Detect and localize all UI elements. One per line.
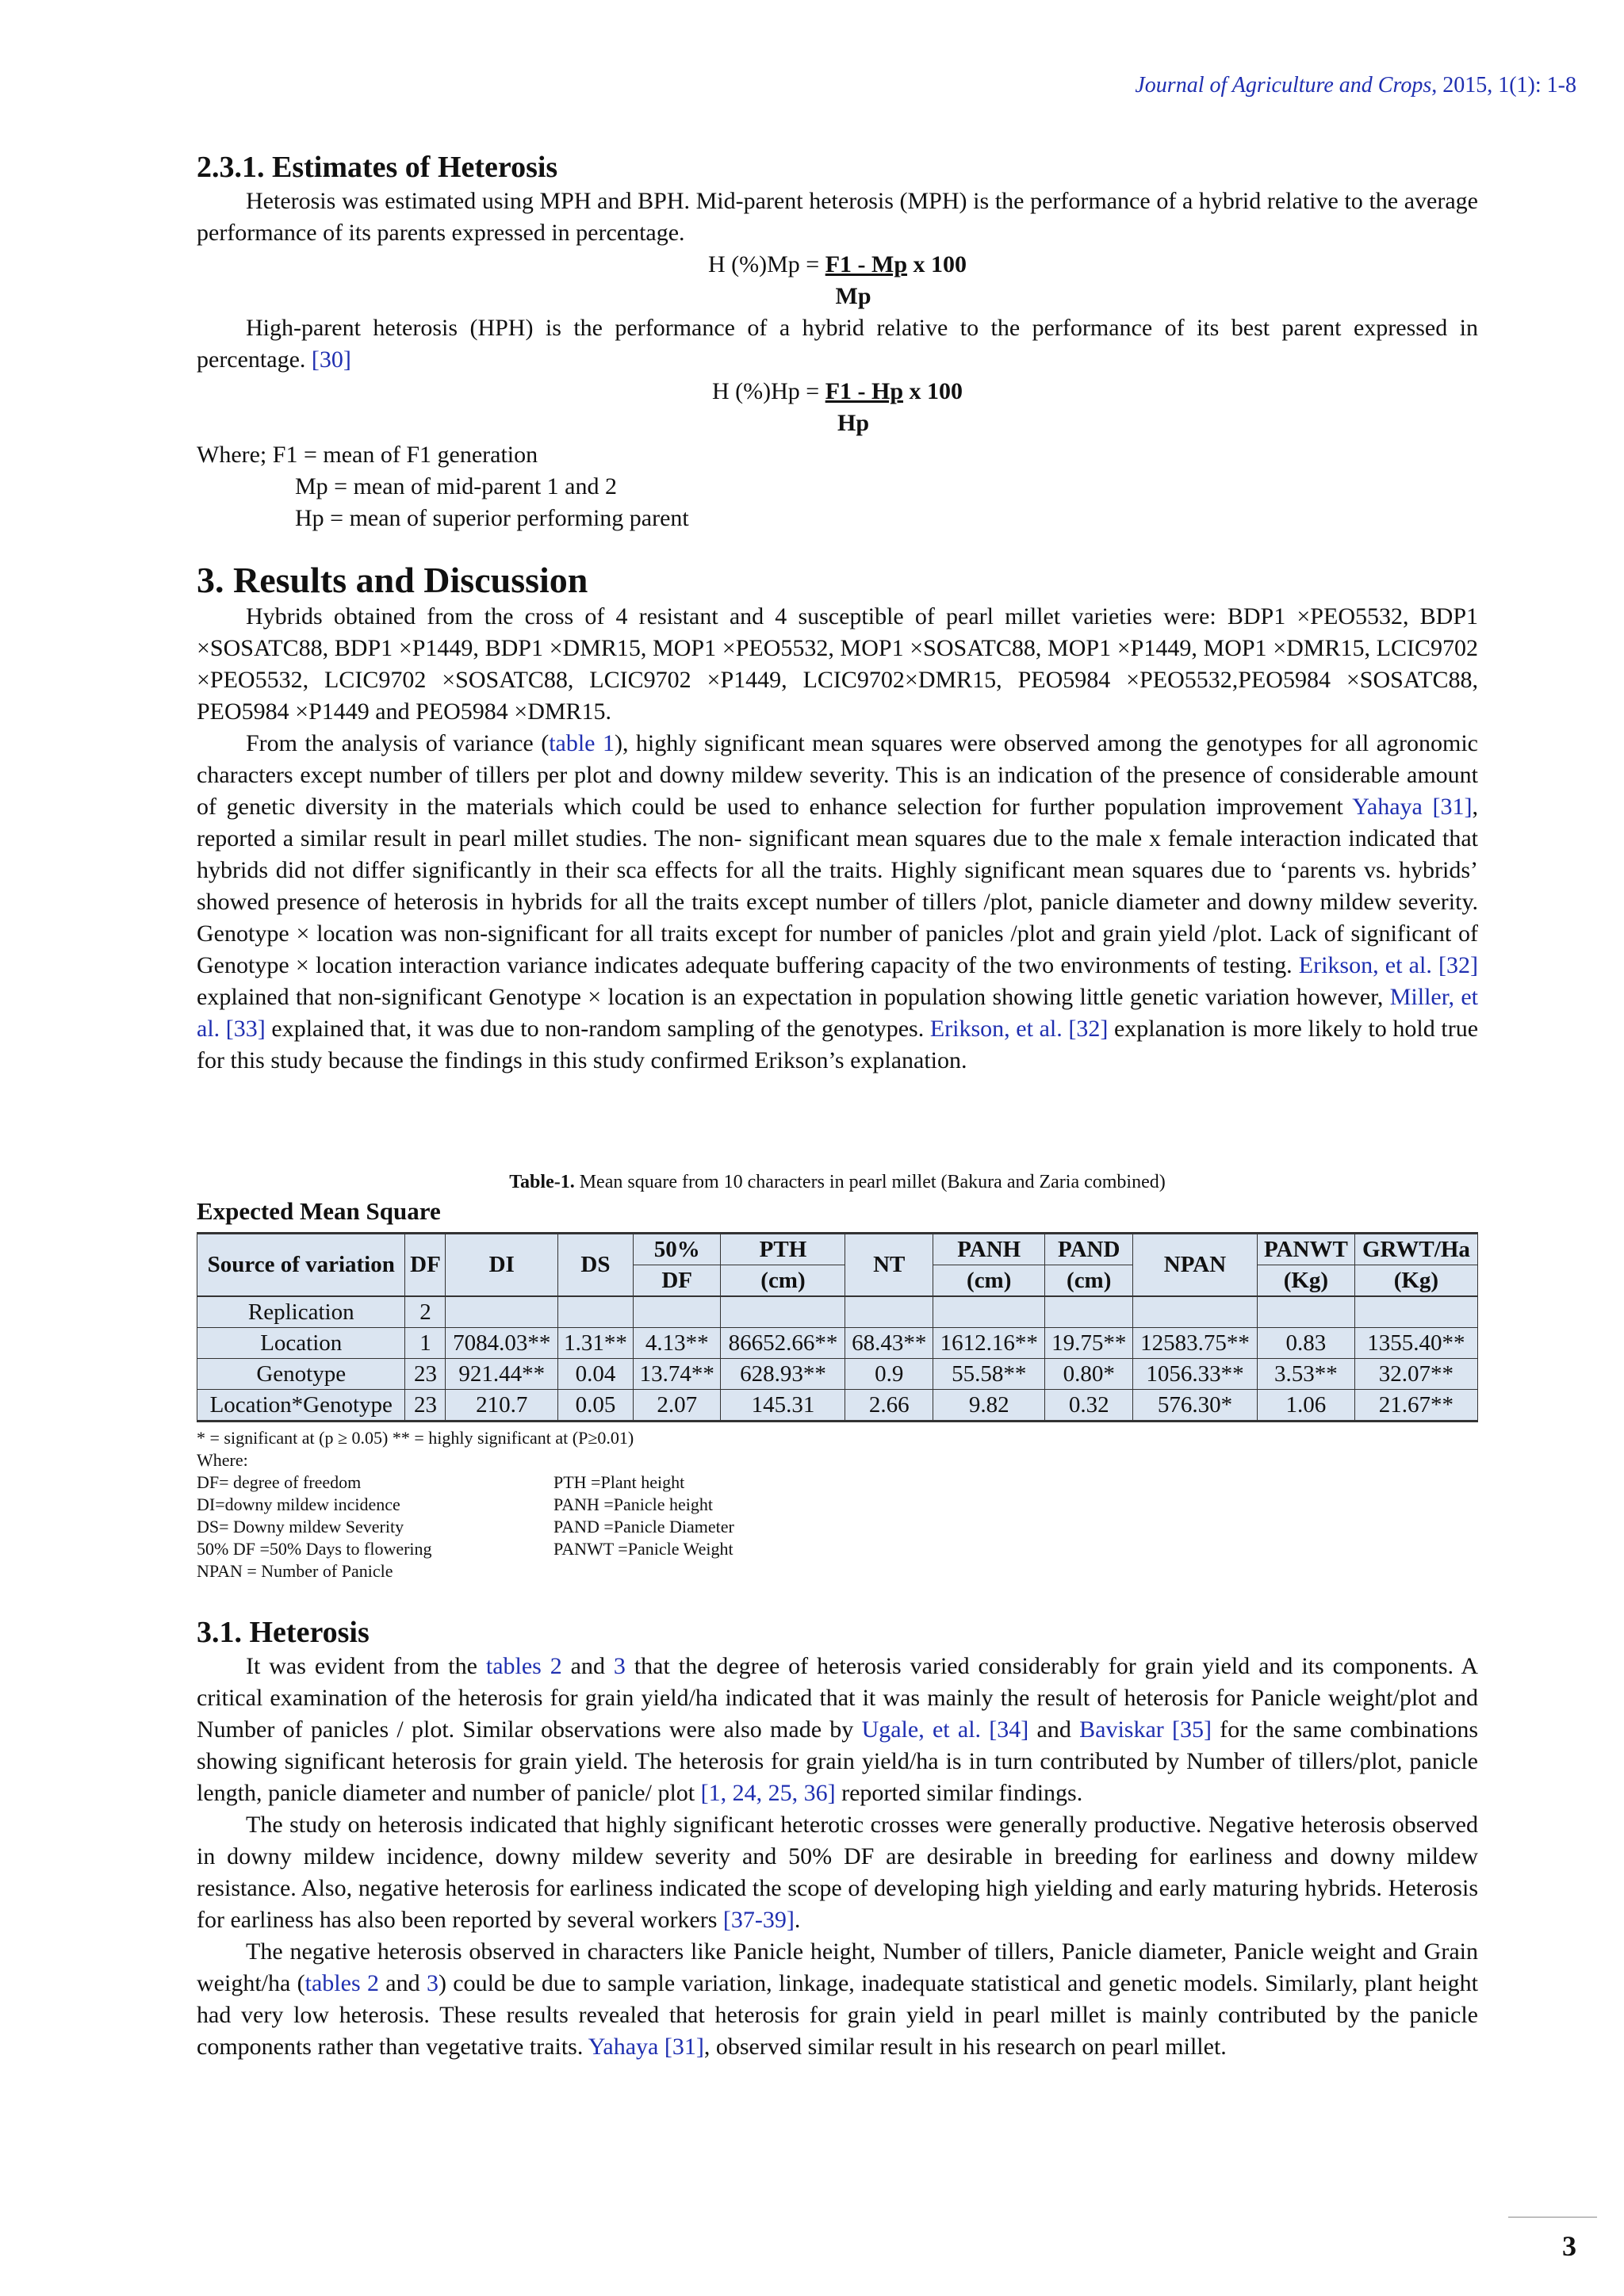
table-row: Location 1 7084.03** 1.31** 4.13** 86652.66** 68.43** 1612.16** 19.75** 12583.75** 0.83 1355.40** [197,1328,1478,1359]
abbr-def: PANWT =Panicle Weight [553,1539,733,1559]
section-title: 2.3.1. Estimates of Heterosis [197,151,558,184]
table-link[interactable]: tables 2 [485,1653,562,1679]
citation-link[interactable]: Erikson, et al. [32] [929,1016,1109,1042]
journal-title: Journal of Agriculture and Crops [1135,73,1432,98]
where-label: Where: [197,1450,248,1470]
citation-link[interactable]: Erikson, et al. [32] [1298,952,1478,978]
column-header: PANH [933,1234,1045,1265]
table-notes [197,1427,734,1582]
column-header: DS [557,1234,633,1297]
table-link[interactable]: 3 [426,1970,439,1996]
paragraph: Heterosis was estimated using MPH and BPH. Mid-parent heterosis (MPH) is the performance of a hybrid relative to the average performance of its parents expressed in percentage. [197,188,1478,246]
citation-link[interactable]: [1, 24, 25, 36] [700,1780,836,1806]
formula-hph-denominator: Hp [837,410,870,436]
table-heading: Expected Mean Square [197,1197,441,1225]
paragraph: The study on heterosis indicated that highly significant heterotic crosses were generally productive. Negative heterosis observed in downy mildew incidence, downy mildew severity and 50% DF are desirable in breeding for earliness and downy mildew resistance. Also, negative heterosis for earliness indicated the scope of developing high yielding and early maturing hybrids. Heterosis for earliness has also been reported by several workers [37-39]. [197,1812,1478,1933]
column-header: NPAN [1132,1234,1257,1297]
column-header: DF [633,1265,720,1297]
abbr-def: PAND =Panicle Diameter [553,1517,734,1536]
abbr-def: DF= degree of freedom [197,1472,362,1492]
column-header: GRWT/Ha [1354,1234,1477,1265]
citation-link[interactable]: [37-39] [722,1907,795,1933]
citation-link[interactable]: Baviskar [35] [1079,1716,1212,1743]
formula-mph: H (%)Mp = F1 - Mp x 100 [707,251,967,277]
table-row: Location*Genotype 23 210.7 0.05 2.07 145.31 2.66 9.82 0.32 576.30* 1.06 21.67** [197,1390,1478,1422]
section-heterosis [197,1614,1478,2063]
table-row: Genotype 23 921.44** 0.04 13.74** 628.93** 0.9 55.58** 0.80* 1056.33** 3.53** 32.07** [197,1359,1478,1390]
abbr-def: DI=downy mildew incidence [197,1494,400,1514]
table-link[interactable]: table 1 [549,730,615,756]
column-header: (cm) [721,1265,845,1297]
column-header: PTH [721,1234,845,1265]
column-header: NT [845,1234,933,1297]
abbr-def: DS= Downy mildew Severity [197,1517,404,1536]
significance-note: * = significant at (p ≥ 0.05) ** = highly significant at (P≥0.01) [197,1428,634,1448]
paragraph: Hybrids obtained from the cross of 4 resistant and 4 susceptible of pearl millet varieties were: BDP1 ×PEO5532, BDP1 ×SOSATC88, BDP1 ×P1449, BDP1 ×DMR15, MOP1 ×PEO5532, MOP1 ×SOSATC88, MOP1 ×P1449, MOP1 ×DMR15, LCIC9702 ×PEO5532, LCIC9702 ×SOSATC88, LCIC9702 ×P1449, LCIC9702×DMR15, PEO5984 ×PEO5532,PEO5984 ×SOSATC88, PEO5984 ×P1449 and PEO5984 ×DMR15. [197,603,1478,725]
paragraph: It was evident from the tables 2 and 3 that the degree of heterosis varied considerably for grain yield and its components. A critical examination of the heterosis for grain yield/ha indicated that it was mainly the result of heterosis for Panicle weight/plot and Number of panicles / plot. Similar observations were also made by Ugale, et al. [34] and Baviskar [35] for the same combinations showing significant heterosis for grain yield. The heterosis for grain yield/ha is in turn contributed by Number of tillers/plot, panicle length, panicle diameter and number of panicle/ plot [1, 24, 25, 36] reported similar findings. [197,1653,1479,1806]
journal-header [1135,73,1576,98]
table-link[interactable]: 3 [613,1653,626,1679]
abbr-def: PANH =Panicle height [553,1494,714,1514]
abbr-def: PTH =Plant height [553,1472,685,1492]
formula-hph: H (%)Hp = F1 - Hp x 100 [711,378,963,404]
paragraph: From the analysis of variance (table 1), highly significant mean squares were observed among the genotypes for all agronomic characters except number of tillers per plot and downy mildew severity. This is an indication of the presence of considerable amount of genetic diversity in the materials which could be used to enhance selection for further population improvement Yahaya [31], reported a similar result in pearl millet studies. The non- significant mean squares due to the male x female interaction indicated that hybrids did not differ significantly in their sca effects for all the traits. Highly significant mean squares due to ‘parents vs. hybrids’ showed presence of heterosis in hybrids for all the traits except number of tillers /plot, panicle diameter and downy mildew severity. Genotype × location was non-significant for all traits except for number of panicles /plot and grain yield /plot. Lack of significant of Genotype × location interaction variance indicates adequate buffering capacity of the two environments of testing. Erikson, et al. [32] explained that non-significant Genotype × location is an expectation in population showing little genetic variation however, Miller, et al. [33] explained that, it was due to non-random sampling of the genotypes. Erikson, et al. [32] explanation is more likely to hold true for this study because the findings in this study confirmed Erikson’s explanation. [197,730,1479,1073]
where-line: Mp = mean of mid-parent 1 and 2 [295,473,617,499]
column-header: DI [446,1234,558,1297]
section-title: 3.1. Heterosis [197,1616,370,1649]
paragraph: High-parent heterosis (HPH) is the performance of a hybrid relative to the performance of its best parent expressed in percentage. [30] [197,315,1478,373]
column-header: PANWT [1257,1234,1354,1265]
page-number-rule [1508,2217,1597,2218]
citation-link[interactable]: [30] [311,346,351,373]
abbr-def: NPAN = Number of Panicle [197,1561,393,1581]
column-header: (Kg) [1354,1265,1477,1297]
section-title: 3. Results and Discussion [197,560,588,600]
citation-link[interactable]: Miller, et al. [33] [197,984,1479,1042]
column-header: Source of variation [197,1234,405,1297]
column-header: PAND [1045,1234,1132,1265]
paragraph: The negative heterosis observed in characters like Panicle height, Number of tillers, Panicle diameter, Panicle weight and Grain weight/ha (tables 2 and 3) could be due to sample variation, linkage, inadequate statistical and genetic models. Similarly, plant height had very low heterosis. These results revealed that heterosis for grain yield in pearl millet is mainly contributed by the panicle components rather than vegetative traits. Yahaya [31], observed similar result in his research on pearl millet. [197,1938,1478,2060]
column-header: (Kg) [1257,1265,1354,1297]
table-row: Replication 2 [197,1296,1478,1328]
page-number: 3 [1562,2230,1576,2262]
table-caption: Table-1. Mean square from 10 characters in pearl millet (Bakura and Zaria combined) [509,1172,1166,1192]
anova-table [197,1232,1478,1422]
where-line: Where; F1 = mean of F1 generation [197,442,538,468]
where-line: Hp = mean of superior performing parent [295,505,689,531]
citation-link[interactable]: Yahaya [31] [588,2034,704,2060]
formula-mph-denominator: Mp [835,283,871,309]
table-link[interactable]: tables 2 [304,1970,379,1996]
section-results-discussion [197,560,1478,1077]
column-header: 50% [633,1234,720,1265]
column-header: (cm) [1045,1265,1132,1297]
citation-link[interactable]: Ugale, et al. [34] [861,1716,1029,1743]
column-header: (cm) [933,1265,1045,1297]
abbr-def: 50% DF =50% Days to flowering [197,1539,432,1559]
column-header: DF [405,1234,446,1297]
section-heterosis-estimates [197,149,1478,534]
journal-citation: , 2015, 1(1): 1-8 [1431,73,1576,98]
citation-link[interactable]: Yahaya [31] [1352,794,1473,820]
